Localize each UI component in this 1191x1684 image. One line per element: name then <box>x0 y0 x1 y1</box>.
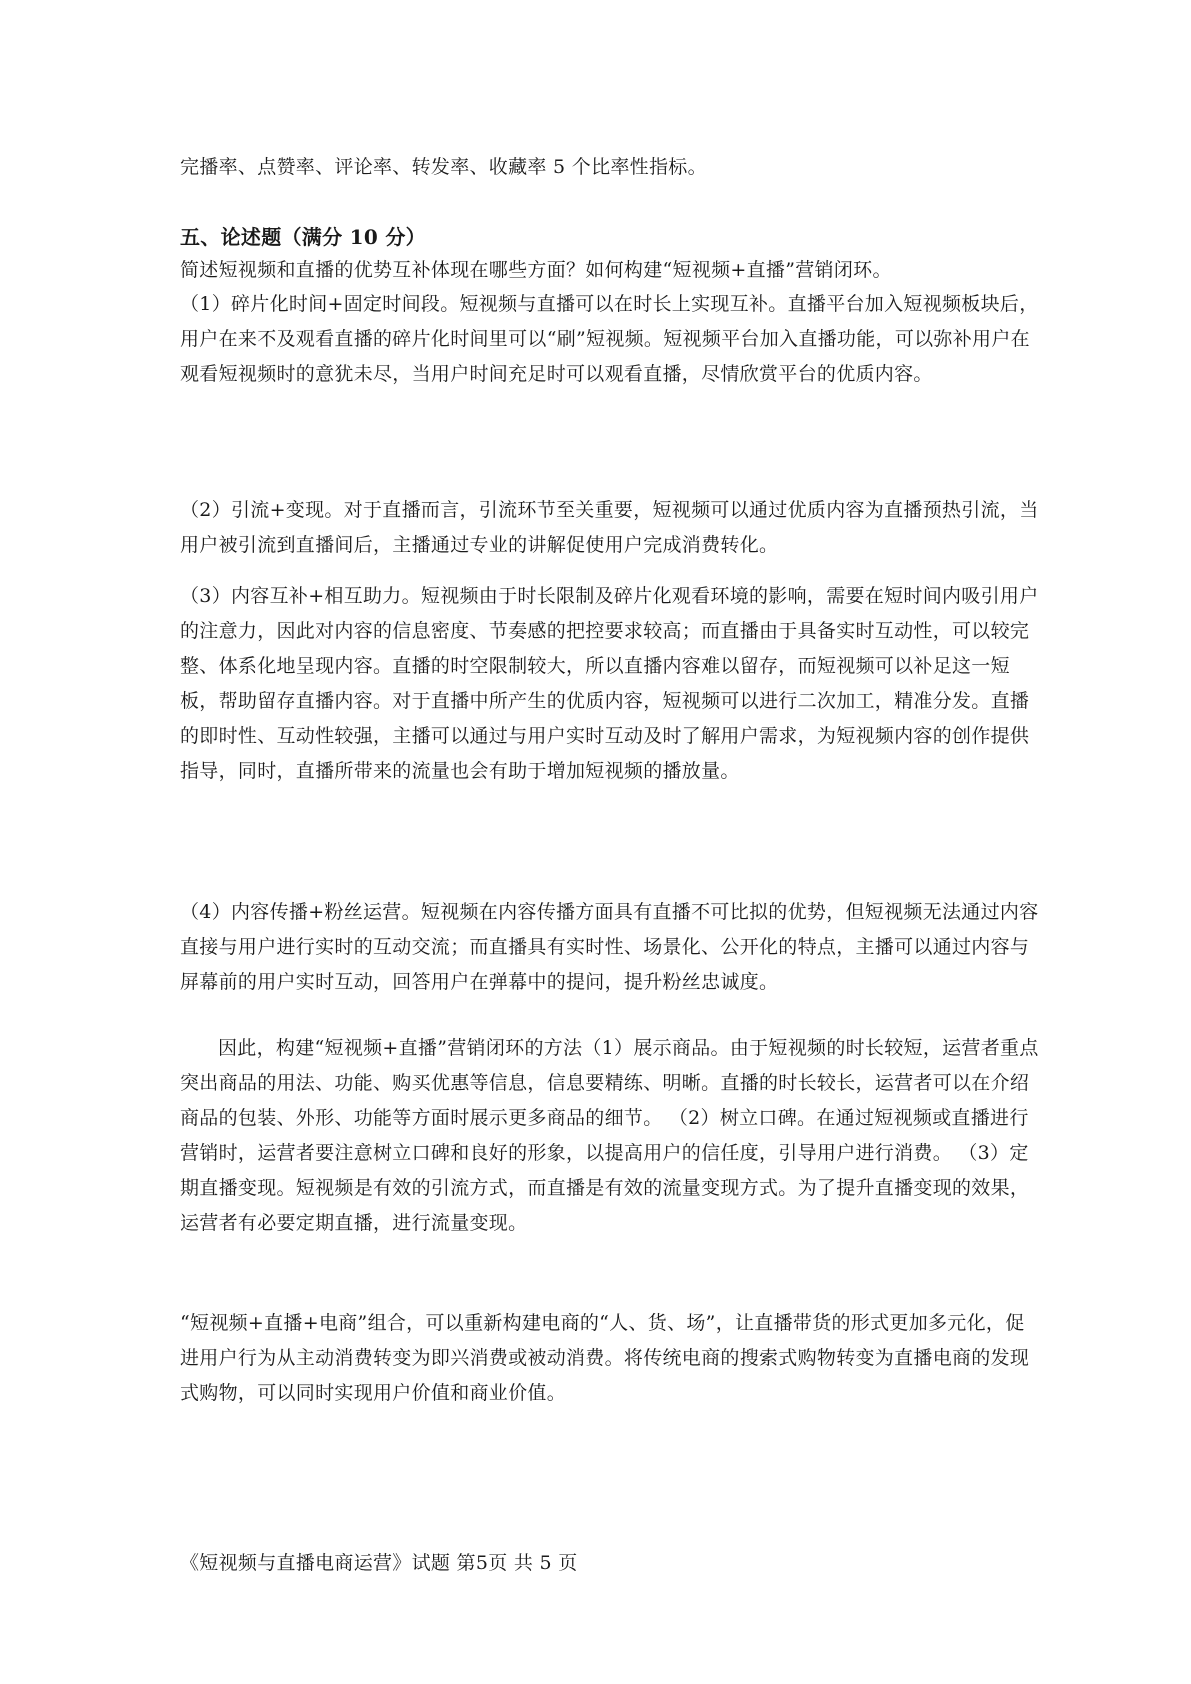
answer-paragraph-6: “短视频+直播+电商”组合，可以重新构建电商的“人、货、场”，让直播带货的形式更加多元化，促进用户行为从主动消费转变为即兴消费或被动消费。将传统电商的搜索式购物转变为直播电商的发现式购物，可以同时实现用户价值和商业价值。 <box>180 1312 1030 1404</box>
answer-paragraph-2: （2）引流+变现。对于直播而言，引流环节至关重要，短视频可以通过优质内容为直播预热引流，当用户被引流到直播间后，主播通过专业的讲解促使用户完成消费转化。 <box>180 499 1039 556</box>
answer-paragraph-1: （1）碎片化时间+固定时间段。短视频与直播可以在时长上实现互补。直播平台加入短视频板块后，用户在来不及观看直播的碎片化时间里可以“刷”短视频。短视频平台加入直播功能，可以弥补用户在观看短视频时的意犹未尽，当用户时间充足时可以观看直播，尽情欣赏平台的优质内容。 <box>180 293 1039 385</box>
intro-line: 完播率、点赞率、评论率、转发率、收藏率 5 个比率性指标。 <box>180 156 707 178</box>
section-heading: 五、论述题（满分 10 分） <box>180 225 426 249</box>
answer-paragraph-5: 因此，构建“短视频+直播”营销闭环的方法（1）展示商品。由于短视频的时长较短，运营者重点突出商品的用法、功能、购买优惠等信息，信息要精练、明晰。直播的时长较长，运营者可以在介绍商品的包装、外形、功能等方面时展示更多商品的细节。 （2）树立口碑。在通过短视频或直播进行营销时，运营者要注意树立口碑和良好的形象，以提高用户的信任度，引导用户进行消费。 （3）定期直播变现。短视频是有效的引流方式，而直播是有效的流量变现方式。为了提升直播变现的效果，运营者有必要定期直播，进行流量变现。 <box>180 1037 1039 1234</box>
answer-paragraph-4: （4）内容传播+粉丝运营。短视频在内容传播方面具有直播不可比拟的优势，但短视频无法通过内容直接与用户进行实时的互动交流；而直播具有实时性、场景化、公开化的特点，主播可以通过内容与屏幕前的用户实时互动，回答用户在弹幕中的提问，提升粉丝忠诚度。 <box>180 901 1039 993</box>
page-footer: 《短视频与直播电商运营》试题 第5页 共 5 页 <box>180 1552 578 1574</box>
answer-paragraph-3: （3）内容互补+相互助力。短视频由于时长限制及碎片化观看环境的影响，需要在短时间内吸引用户的注意力，因此对内容的信息密度、节奏感的把控要求较高；而直播由于具备实时互动性，可以较完整、体系化地呈现内容。直播的时空限制较大，所以直播内容难以留存，而短视频可以补足这一短板，帮助留存直播内容。对于直播中所产生的优质内容，短视频可以进行二次加工，精准分发。直播的即时性、互动性较强，主播可以通过与用户实时互动及时了解用户需求，为短视频内容的创作提供指导，同时，直播所带来的流量也会有助于增加短视频的播放量。 <box>180 585 1039 782</box>
question-text: 简述短视频和直播的优势互补体现在哪些方面？如何构建“短视频+直播”营销闭环。 <box>180 259 892 281</box>
